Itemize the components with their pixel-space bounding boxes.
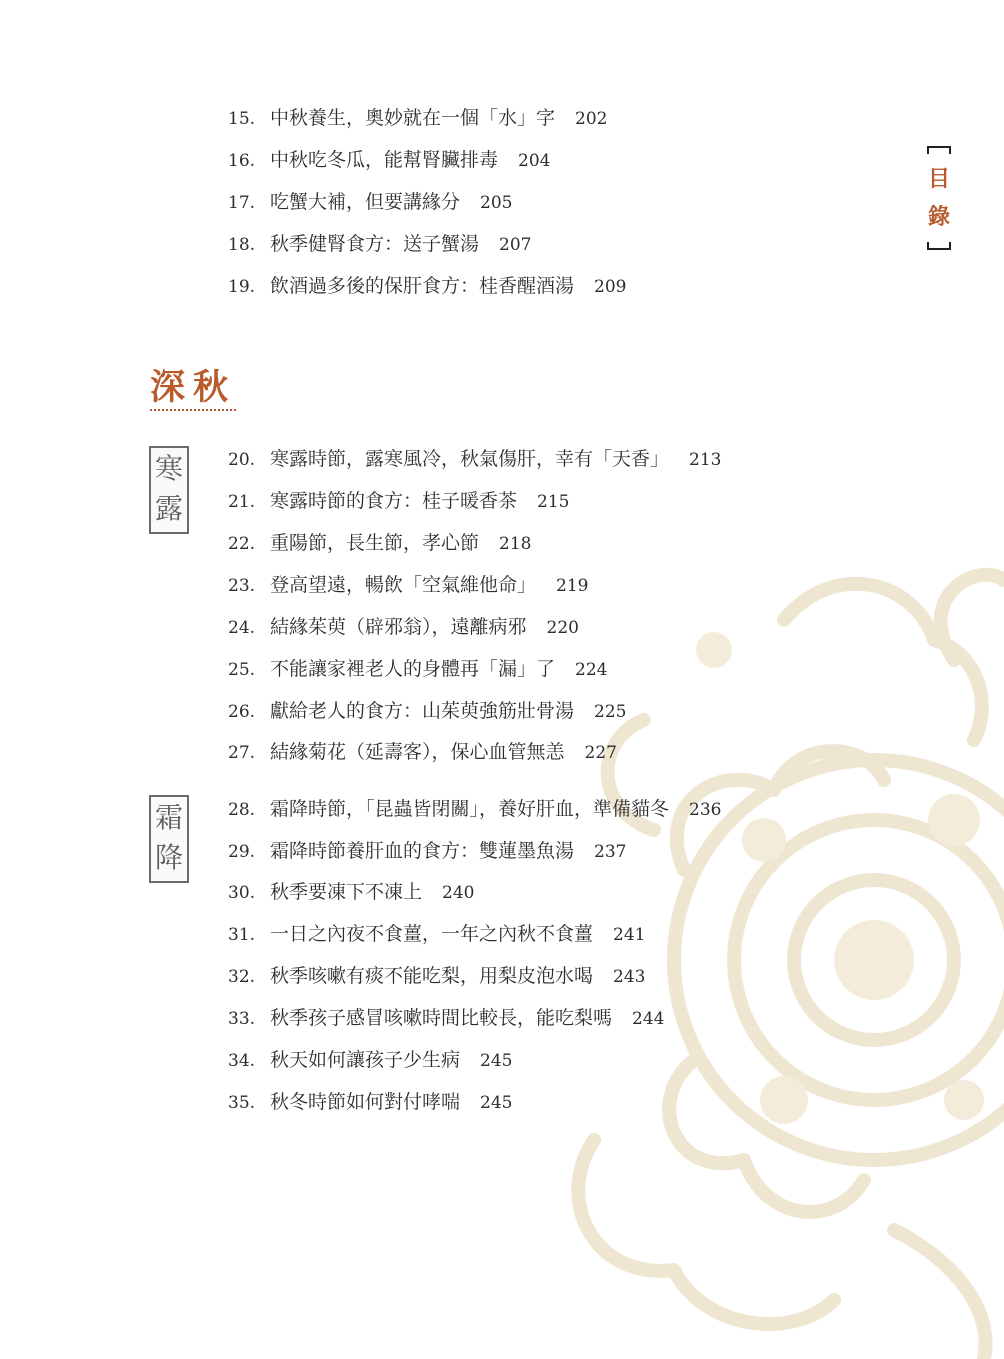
toc-entry[interactable] [228,271,626,301]
toc-entry[interactable] [228,103,607,133]
entry-title: 一日之內夜不食薑，一年之內秋不食薑 [270,923,594,945]
bracket-bottom-icon [927,242,951,250]
toc-entry[interactable] [228,794,721,824]
stamp-shuangjiang [149,795,189,883]
entry-number: 28. [228,800,256,820]
entry-title: 霜降時節，「昆蟲皆閉關」，養好肝血，準備貓冬 [270,798,670,820]
entry-page: 237 [594,842,627,862]
toc-entry[interactable] [228,528,531,558]
entry-page: 224 [575,660,608,680]
entry-page: 218 [499,534,532,554]
entry-page: 225 [594,702,627,722]
entry-number: 31. [228,925,256,945]
entry-page: 241 [613,925,646,945]
entry-page: 215 [537,492,570,512]
entry-number: 34. [228,1051,256,1071]
entry-number: 33. [228,1009,256,1029]
entry-title: 登高望遠，暢飲「空氣維他命」 [270,574,537,596]
entry-title: 結緣茱萸（辟邪翁），遠離病邪 [270,616,527,638]
toc-side-tab [924,146,954,250]
entry-page: 205 [480,193,513,213]
toc-entry[interactable] [228,486,569,516]
stamp-char: 降 [154,841,183,874]
entry-page: 207 [499,235,532,255]
stamp-char: 露 [154,492,183,525]
entry-page: 220 [546,618,579,638]
toc-entry[interactable] [228,570,588,600]
entry-page: 209 [594,277,627,297]
toc-entry[interactable] [228,919,645,949]
entry-page: 236 [689,800,722,820]
toc-entry[interactable] [228,737,617,767]
entry-number: 26. [228,702,256,722]
entry-number: 19. [228,277,256,297]
entry-title: 秋季咳嗽有痰不能吃梨，用梨皮泡水喝 [270,965,594,987]
entry-page: 202 [575,109,608,129]
entry-number: 35. [228,1093,256,1113]
entry-number: 27. [228,743,256,763]
entry-number: 24. [228,618,256,638]
toc-entry[interactable] [228,612,579,642]
entry-title: 寒露時節，露寒風冷，秋氣傷肝，幸有「天香」 [270,448,670,470]
toc-entry[interactable] [228,654,607,684]
entry-page: 213 [689,450,722,470]
toc-entry[interactable] [228,696,626,726]
toc-entry[interactable] [228,229,531,259]
entry-title: 不能讓家裡老人的身體再「漏」了 [270,658,556,680]
entry-page: 219 [556,576,589,596]
entry-number: 17. [228,193,256,213]
entry-number: 25. [228,660,256,680]
entry-title: 秋季要凍下不凍上 [270,881,423,903]
stamp-char: 寒 [154,452,183,485]
entry-page: 227 [584,743,617,763]
toc-entry[interactable] [228,444,721,474]
section-underline [150,409,236,411]
entry-page: 204 [518,151,551,171]
entry-title: 秋冬時節如何對付哮喘 [270,1091,461,1113]
entry-number: 22. [228,534,256,554]
entry-number: 32. [228,967,256,987]
entry-page: 245 [480,1093,513,1113]
toc-entry[interactable] [228,877,474,907]
side-tab-char: 錄 [927,204,950,230]
entry-page: 244 [632,1009,665,1029]
entry-number: 18. [228,235,256,255]
entry-number: 21. [228,492,256,512]
entry-title: 吃蟹大補，但要講緣分 [270,191,461,213]
entry-number: 16. [228,151,256,171]
toc-entry[interactable] [228,187,512,217]
entry-title: 秋季健腎食方：送子蟹湯 [270,233,480,255]
entry-title: 飲酒過多後的保肝食方：桂香醒酒湯 [270,275,575,297]
entry-title: 寒露時節的食方：桂子暖香茶 [270,490,518,512]
entry-page: 240 [442,883,475,903]
entry-number: 30. [228,883,256,903]
entry-title: 秋天如何讓孩子少生病 [270,1049,461,1071]
toc-entry[interactable] [228,145,550,175]
bracket-top-icon [927,146,951,154]
entry-title: 中秋養生，奧妙就在一個「水」字 [270,107,556,129]
stamp-char: 霜 [154,801,183,834]
entry-number: 15. [228,109,256,129]
entry-number: 23. [228,576,256,596]
side-tab-char: 目 [927,166,950,192]
entry-number: 20. [228,450,256,470]
entry-title: 秋季孩子感冒咳嗽時間比較長，能吃梨嗎 [270,1007,613,1029]
entry-title: 重陽節，長生節，孝心節 [270,532,480,554]
stamp-hanlu [149,446,189,534]
toc-entry[interactable] [228,1087,512,1117]
entry-page: 245 [480,1051,513,1071]
entry-number: 29. [228,842,256,862]
entry-title: 結緣菊花（延壽客），保心血管無恙 [270,741,565,763]
entry-page: 243 [613,967,646,987]
entry-title: 獻給老人的食方：山茱萸強筋壯骨湯 [270,700,575,722]
toc-entry[interactable] [228,836,626,866]
entry-title: 中秋吃冬瓜，能幫腎臟排毒 [270,149,499,171]
section-title: 深秋 [150,367,237,408]
entry-title: 霜降時節養肝血的食方：雙蓮墨魚湯 [270,840,575,862]
toc-entry[interactable] [228,961,645,991]
toc-entry[interactable] [228,1003,664,1033]
toc-entry[interactable] [228,1045,512,1075]
